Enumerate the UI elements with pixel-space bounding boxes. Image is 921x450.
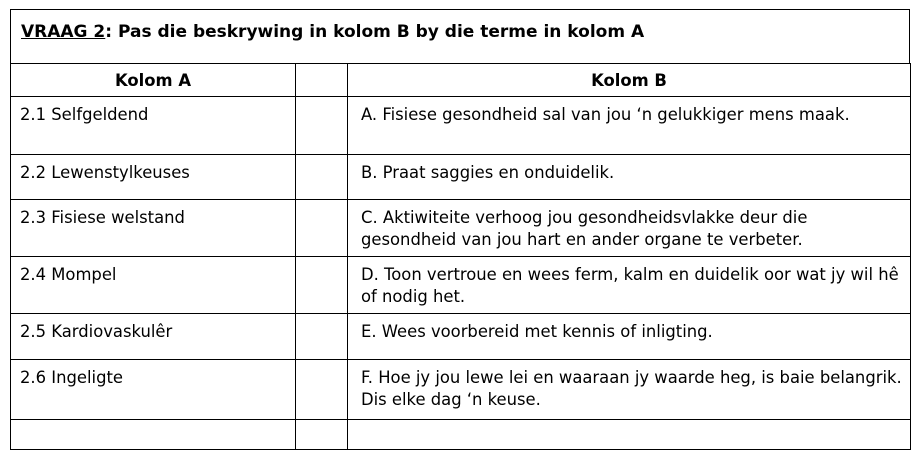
table-row: [11, 257, 911, 314]
description-cell: D. Toon vertroue en wees ferm, kalm en duidelik oor wat jy wil hê of nodig het.: [361, 265, 899, 306]
term-cell: 2.3 Fisiese welstand: [20, 208, 185, 227]
table-row-partial: [11, 420, 911, 450]
description-cell: E. Wees voorbereid met kennis of inligting.: [361, 322, 713, 341]
question-header: [10, 9, 910, 64]
term-cell: 2.5 Kardiovaskulêr: [20, 322, 173, 341]
answer-cell[interactable]: [296, 200, 348, 257]
answer-column-header: [296, 64, 348, 97]
term-cell: [11, 420, 296, 450]
description-cell: A. Fisiese gesondheid sal van jou ‘n gelukkiger mens maak.: [361, 105, 850, 124]
table-row: [11, 155, 911, 200]
table-row: [11, 360, 911, 420]
table-row: [11, 200, 911, 257]
description-cell: F. Hoe jy jou lewe lei en waaraan jy waarde heg, is baie belangrik. Dis elke dag ‘n keuse.: [361, 368, 902, 409]
description-cell: C. Aktiwiteite verhoog jou gesondheidsvlakke deur die gesondheid van jou hart en ander organe te verbeter.: [361, 208, 808, 249]
answer-cell[interactable]: [296, 155, 348, 200]
answer-cell[interactable]: [296, 314, 348, 360]
matching-table: [10, 63, 911, 450]
term-cell: 2.4 Mompel: [20, 265, 117, 284]
column-b-header: Kolom B: [348, 64, 911, 97]
description-cell: B. Praat saggies en onduidelik.: [361, 163, 615, 182]
description-cell: [348, 420, 911, 450]
term-cell: 2.2 Lewenstylkeuses: [20, 163, 190, 182]
table-row: [11, 314, 911, 360]
question-instruction: : Pas die beskrywing in kolom B by die terme in kolom A: [105, 22, 645, 42]
answer-cell[interactable]: [296, 257, 348, 314]
answer-cell[interactable]: [296, 97, 348, 155]
term-cell: 2.1 Selfgeldend: [20, 105, 149, 124]
term-cell: 2.6 Ingeligte: [20, 368, 124, 387]
question-label: VRAAG 2: [21, 22, 106, 42]
table-header-row: [11, 64, 911, 97]
column-a-header: Kolom A: [11, 64, 296, 97]
table-row: [11, 97, 911, 155]
answer-cell[interactable]: [296, 420, 348, 450]
answer-cell[interactable]: [296, 360, 348, 420]
